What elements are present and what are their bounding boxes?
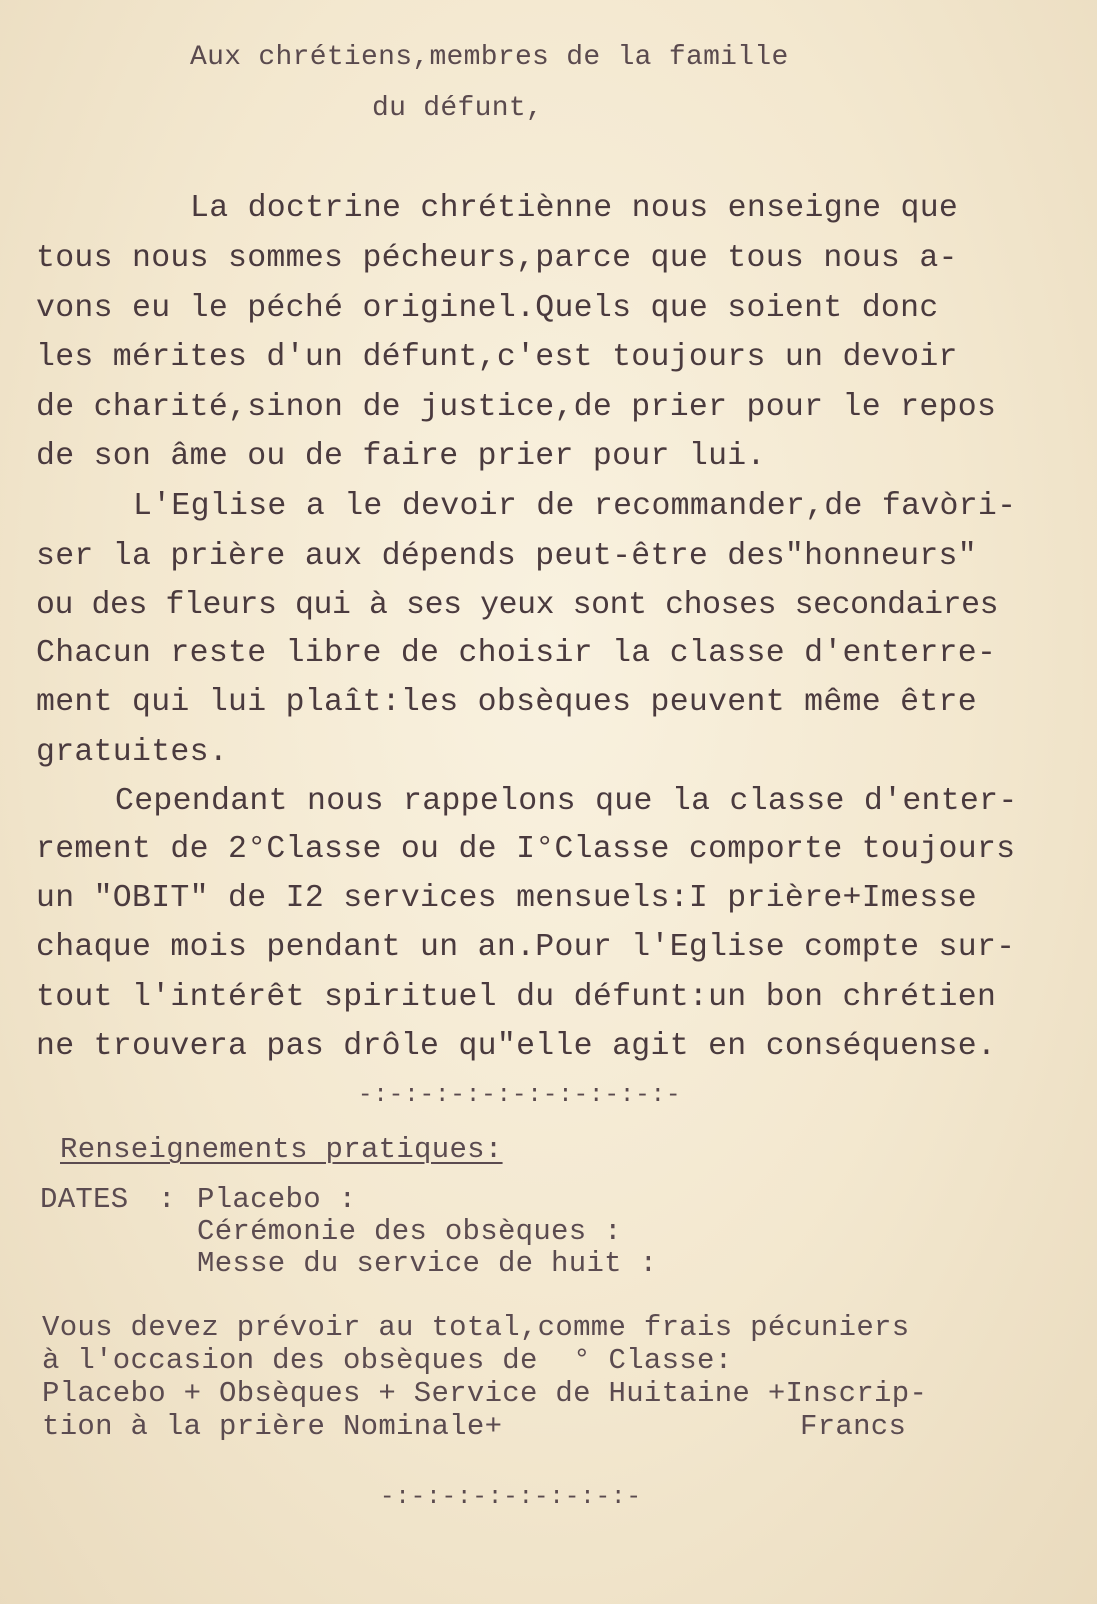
paragraph-1-line-2: tous nous sommes pécheurs,parce que tous nous a- <box>36 241 958 276</box>
paragraph-2-line-4: Chacun reste libre de choisir la classe d'enterre- <box>36 636 997 671</box>
costs-line-4: tion à la prière Nominale+ <box>42 1410 503 1443</box>
dates-label: DATES <box>40 1183 129 1216</box>
paragraph-3-line-6: ne trouvera pas drôle qu"elle agit en conséquense. <box>36 1029 997 1064</box>
paragraph-1-line-1: La doctrine chrétiènne nous enseigne que <box>190 191 959 226</box>
paragraph-2-line-3: ou des fleurs qui à ses yeux sont choses secondaires <box>36 588 999 623</box>
paragraph-3-line-5: tout l'intérêt spirituel du défunt:un bon chrétien <box>36 980 997 1015</box>
practical-heading: Renseignements pratiques: <box>60 1133 503 1166</box>
francs-label: Francs <box>800 1410 907 1443</box>
header-line-1: Aux chrétiens,membres de la famille <box>190 42 789 73</box>
costs-line-1: Vous devez prévoir au total,comme frais pécuniers <box>42 1311 910 1344</box>
paragraph-3-line-1: Cependant nous rappelons que la classe d'enter- <box>115 784 1018 819</box>
paragraph-1-line-6: de son âme ou de faire prier pour lui. <box>36 439 766 474</box>
header-line-2: du défunt, <box>372 93 544 124</box>
costs-line-2: à l'occasion des obsèques de ° Classe: <box>42 1344 733 1377</box>
separator-1: -:-:-:-:-:-:-:-:-:-:- <box>358 1082 682 1109</box>
date-ceremonie: Cérémonie des obsèques : <box>197 1215 622 1248</box>
date-placebo: Placebo : <box>197 1183 357 1216</box>
paragraph-3-line-2: rement de 2°Classe ou de I°Classe comporte toujours <box>36 832 1016 867</box>
date-messe: Messe du service de huit : <box>197 1247 658 1280</box>
paragraph-3-line-4: chaque mois pendant un an.Pour l'Eglise compte sur- <box>36 930 1016 965</box>
paragraph-1-line-4: les mérites d'un défunt,c'est toujours un devoir <box>36 340 958 375</box>
paragraph-1-line-5: de charité,sinon de justice,de prier pour le repos <box>36 390 997 425</box>
costs-line-3: Placebo + Obsèques + Service de Huitaine +Inscrip- <box>42 1377 928 1410</box>
paragraph-2-line-2: ser la prière aux dépends peut-être des"honneurs" <box>36 539 977 574</box>
separator-2: -:-:-:-:-:-:-:-:- <box>380 1484 642 1511</box>
paragraph-3-line-3: un "OBIT" de I2 services mensuels:I prière+Imesse <box>36 881 977 916</box>
paragraph-2-line-6: gratuites. <box>36 735 229 770</box>
dates-colon: : <box>158 1183 176 1216</box>
paragraph-2-line-5: ment qui lui plaît:les obsèques peuvent même être <box>36 685 977 720</box>
paragraph-1-line-3: vons eu le péché originel.Quels que soient donc <box>36 291 939 326</box>
paragraph-2-line-1: L'Eglise a le devoir de recommander,de favòri- <box>133 489 1017 524</box>
